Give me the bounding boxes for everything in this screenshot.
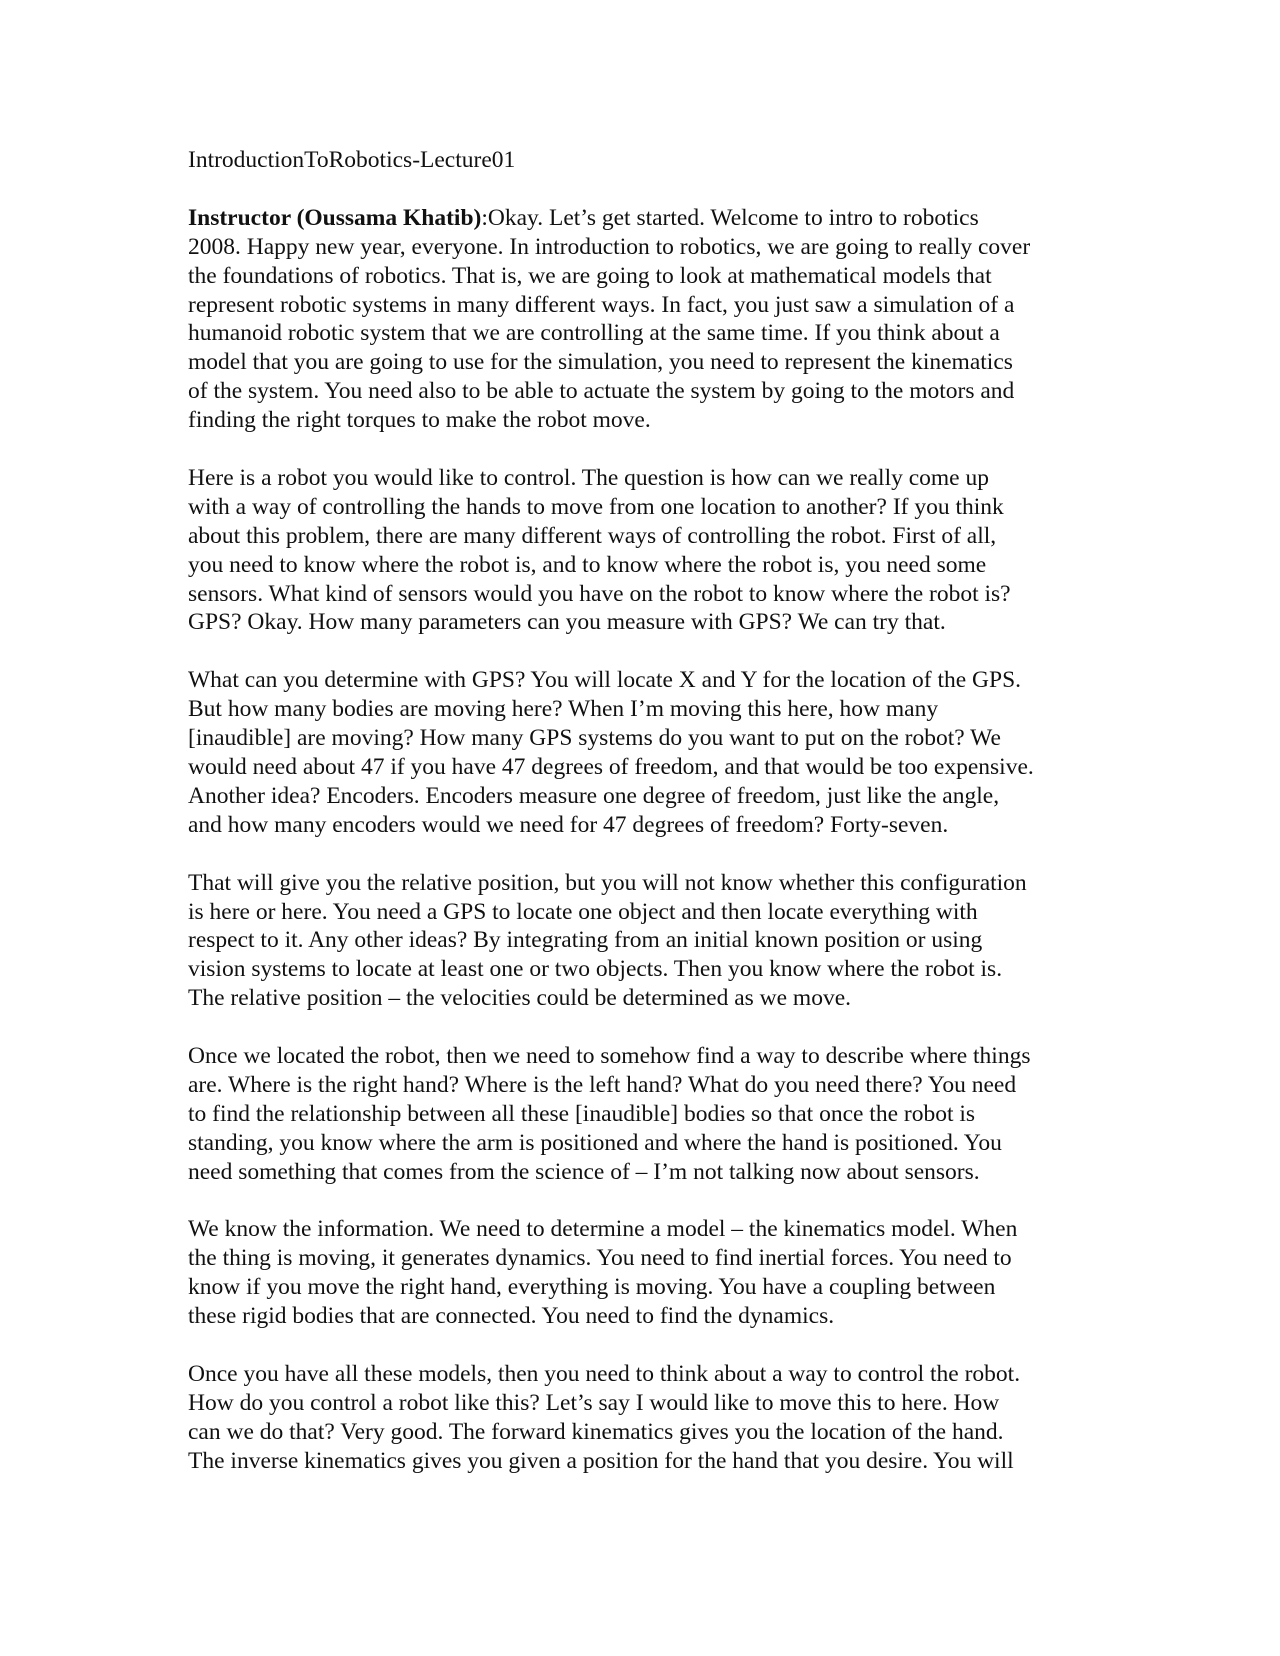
text-line: represent robotic systems in many different ways. In fact, you just saw a simulation of a [188, 291, 1015, 318]
text-line: and how many encoders would we need for 47 degrees of freedom? Forty-seven. [188, 811, 949, 838]
text-line: What can you determine with GPS? You will locate X and Y for the location of the GPS. [188, 667, 1022, 694]
paragraph-5 [188, 1042, 1108, 1187]
text-line: Once you have all these models, then you need to think about a way to control the robot. [188, 1360, 1021, 1387]
text-line: respect to it. Any other ideas? By integrating from an initial known position or using [188, 927, 983, 954]
text-line: The inverse kinematics gives you given a position for the hand that you desire. You will [188, 1447, 1014, 1474]
text-line: humanoid robotic system that we are controlling at the same time. If you think about a [188, 320, 1000, 347]
paragraph-6 [188, 1215, 1108, 1331]
text-line: you need to know where the robot is, and to know where the robot is, you need some [188, 551, 987, 578]
text-line: these rigid bodies that are connected. You need to find the dynamics. [188, 1303, 835, 1330]
speaker-name: Instructor (Oussama Khatib) [188, 204, 482, 231]
paragraph-7 [188, 1360, 1108, 1476]
text-line: of the system. You need also to be able to actuate the system by going to the motors and [188, 378, 1015, 405]
document-title: IntroductionToRobotics-Lecture01 [188, 147, 516, 173]
text-line: vision systems to locate at least one or two objects. Then you know where the robot is. [188, 956, 1003, 983]
text-line: That will give you the relative position, but you will not know whether this configuration [188, 869, 1027, 896]
text-line: the foundations of robotics. That is, we are going to look at mathematical models that [188, 262, 992, 289]
text-line: need something that comes from the science of – I’m not talking now about sensors. [188, 1158, 980, 1185]
text-line: are. Where is the right hand? Where is the left hand? What do you need there? You need [188, 1071, 1017, 1098]
text-line: would need about 47 if you have 47 degrees of freedom, and that would be too expensive. [188, 753, 1034, 780]
text-line: finding the right torques to make the robot move. [188, 407, 651, 434]
text-line: know if you move the right hand, everything is moving. You have a coupling between [188, 1274, 996, 1301]
text-line: the thing is moving, it generates dynamics. You need to find inertial forces. You need to [188, 1245, 1012, 1272]
text-line: Another idea? Encoders. Encoders measure one degree of freedom, just like the angle, [188, 782, 1000, 809]
document-body [188, 146, 1108, 1504]
paragraph-2 [188, 464, 1108, 637]
text-line: [inaudible] are moving? How many GPS systems do you want to put on the robot? We [188, 725, 1001, 752]
text-line: But how many bodies are moving here? When I’m moving this here, how many [188, 696, 939, 723]
text-line: to find the relationship between all these [inaudible] bodies so that once the robot is [188, 1100, 976, 1127]
text-line: Here is a robot you would like to control. The question is how can we really come up [188, 464, 989, 491]
text-line: model that you are going to use for the simulation, you need to represent the kinematics [188, 349, 1013, 376]
text-line: Instructor (Oussama Khatib):Okay. Let’s get started. Welcome to intro to robotics [188, 204, 979, 231]
text-line: about this problem, there are many different ways of controlling the robot. First of all, [188, 522, 997, 549]
text-line: is here or here. You need a GPS to locate one object and then locate everything with [188, 898, 978, 925]
text-line: with a way of controlling the hands to move from one location to another? If you think [188, 493, 1004, 520]
text-line: standing, you know where the arm is positioned and where the hand is positioned. You [188, 1129, 1002, 1156]
paragraph-3 [188, 666, 1108, 839]
text-line: Once we located the robot, then we need to somehow find a way to describe where things [188, 1043, 1031, 1070]
text-line: We know the information. We need to determine a model – the kinematics model. When [188, 1216, 1018, 1243]
text-line: GPS? Okay. How many parameters can you measure with GPS? We can try that. [188, 609, 946, 636]
paragraph-4 [188, 869, 1108, 1014]
text-line: sensors. What kind of sensors would you have on the robot to know where the robot is? [188, 580, 1011, 607]
text-line: 2008. Happy new year, everyone. In introduction to robotics, we are going to really cover [188, 233, 1031, 260]
paragraph-1 [188, 204, 1108, 435]
text-line: How do you control a robot like this? Let’s say I would like to move this to here. How [188, 1389, 1000, 1416]
text-line: can we do that? Very good. The forward kinematics gives you the location of the hand. [188, 1418, 1004, 1445]
text-line: The relative position – the velocities could be determined as we move. [188, 985, 852, 1012]
